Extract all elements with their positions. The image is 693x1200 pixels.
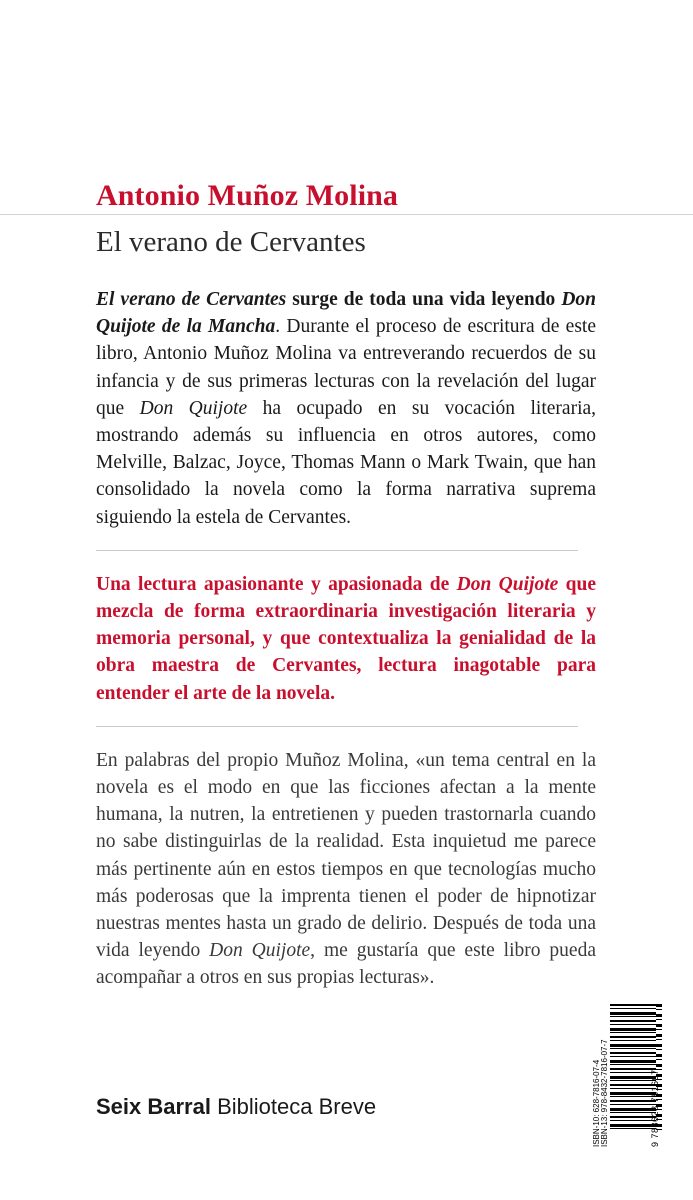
ean-digits: 9 788628 781607	[650, 1069, 660, 1147]
barcode-block	[592, 1004, 664, 1149]
publisher-collection: Biblioteca Breve	[217, 1094, 377, 1119]
cover-content	[96, 178, 596, 1011]
author-name: Antonio Muñoz Molina	[96, 179, 399, 212]
blurb-italic-title-3: Don Quijote	[139, 397, 248, 419]
quote-paragraph	[96, 747, 596, 992]
highlight-italic-title: Don Quijote	[456, 573, 559, 595]
quote-text-2: , me gustaría que este libro pueda acompañar a otros en sus propias lecturas».	[96, 940, 596, 989]
highlight-text-1: Una lectura apasionante y apasionada de	[96, 573, 457, 595]
publisher-imprint: Seix Barral	[96, 1094, 211, 1119]
divider-bottom	[96, 726, 578, 727]
quote-text-1: En palabras del propio Muñoz Molina, «un tema central en la novela es el modo en que las ficciones afectan a la mente humana, la nutren, la entretienen y pueden trastornarla cuando no sabe distinguirlas de la realidad. Esta inquietud me parece más pertinente aún en estos tiempos en que tecnologías mucho más poderosas que la imprenta tienen el poder de hipnotizar nuestras mentes hasta un grado de delirio. Después de toda una vida leyendo	[96, 749, 596, 962]
ean-digits-group	[650, 1004, 664, 1149]
highlight-text-2: que mezcla de forma extraordinaria investigación literaria y memoria personal, y que contextualiza la genialidad de la obra maestra de Cervantes, lectura inagotable para entender el arte de la novela.	[96, 573, 596, 704]
blurb-text-3: ha ocupado en su vocación literaria, mostrando además su influencia en otros autores, como Melville, Balzac, Joyce, Thomas Mann o Mark Twain, que han consolidado la novela como la forma narrativa suprema siguiendo la estela de Cervantes.	[96, 397, 597, 528]
blurb-text-1: surge de toda una vida leyendo	[286, 289, 562, 310]
blurb-italic-title-2: Don Quijote de la Mancha	[96, 289, 597, 338]
isbn10-text: ISBN-10: 628-7816-07-4	[592, 1059, 601, 1147]
isbn13-text: ISBN-13: 978-8432-7816-07-7	[600, 1039, 609, 1147]
blurb-paragraph	[96, 286, 596, 531]
highlight-paragraph	[96, 571, 596, 707]
divider-top	[96, 550, 578, 551]
publisher-footer	[96, 1094, 516, 1120]
isbn-text-group	[592, 1004, 608, 1149]
quote-italic-title: Don Quijote	[209, 940, 311, 962]
blurb-text-2: . Durante el proceso de escritura de este libro, Antonio Muñoz Molina va entreverando recuerdos de su infancia y de sus primeras lecturas con la revelación del lugar que	[96, 316, 596, 419]
book-title: El verano de Cervantes	[96, 226, 366, 258]
blurb-italic-title-1: El verano de Cervantes	[96, 289, 287, 310]
